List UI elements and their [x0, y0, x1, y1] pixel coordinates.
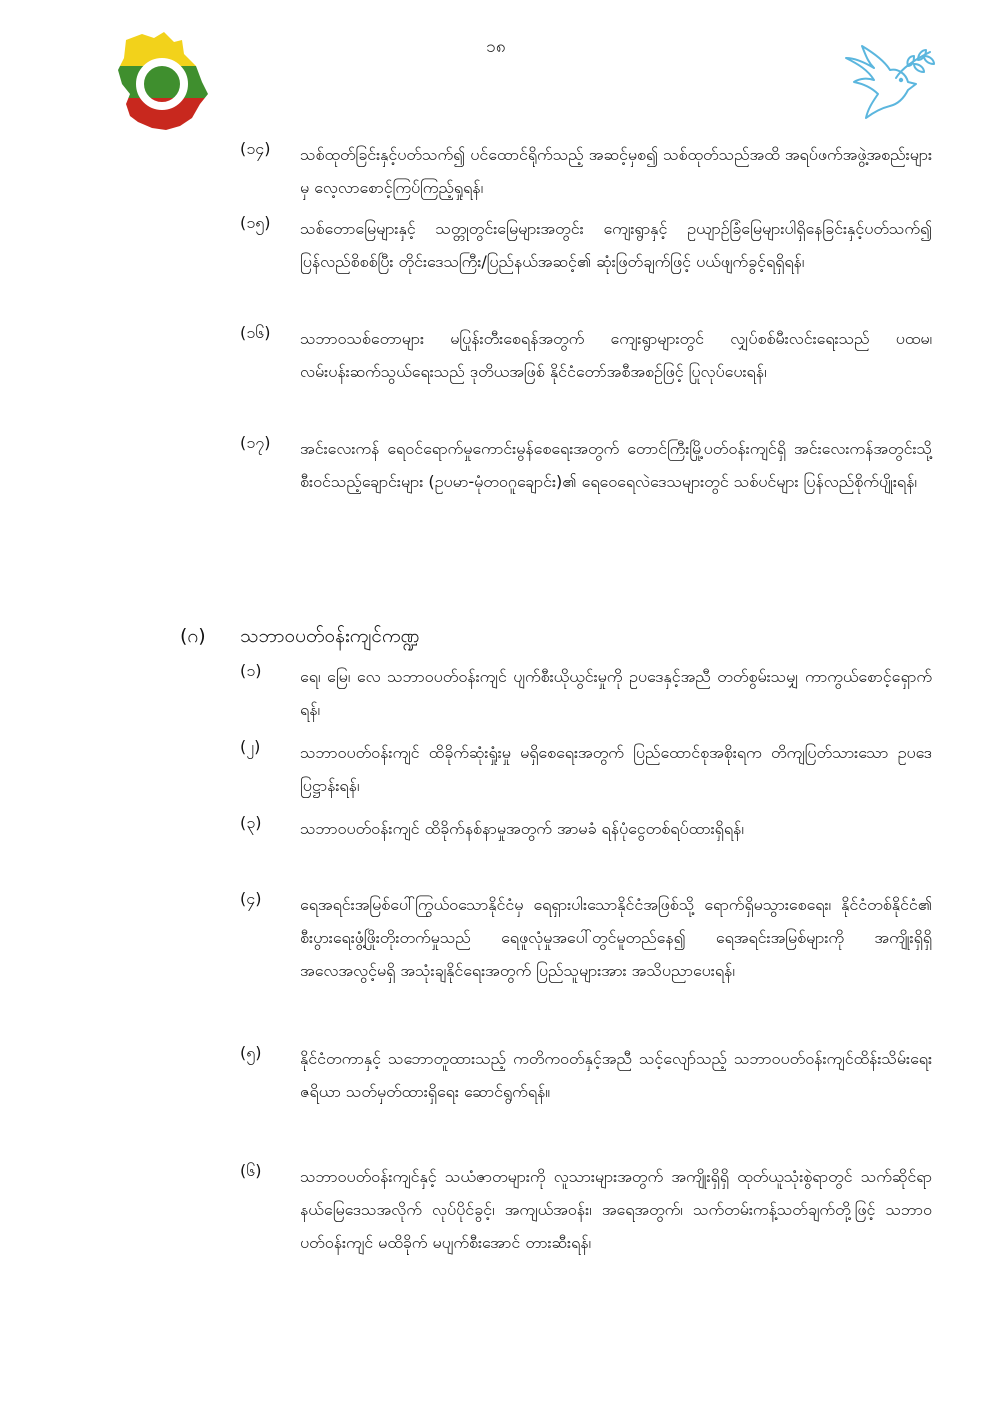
peace-dove-logo: [838, 38, 938, 126]
item-number: (၅): [240, 1043, 262, 1062]
item-text: သစ်ထုတ်ခြင်းနှင့်ပတ်သက်၍ ပင်ထောင်ရိုက်သည့် အဆင့်မှစ၍ သစ်ထုတ်သည်အထိ အရပ်ဖက်အဖွဲ့အစည်းများမှ လေ့လာစောင့်ကြပ်ကြည့်ရှုရန်၊: [300, 145, 932, 197]
item-text: ရေအရင်းအမြစ်ပေါ်ကြွယ်ဝသောနိုင်ငံမှ ရေရှားပါးသောနိုင်ငံအဖြစ်သို့ ရောက်ရှိမသွားစေရေး၊ နိုင်ငံတစ်နိုင်ငံ၏ စီးပွားရေးဖွံ့ဖြိုးတိုးတက်မှုသည် ရေဖူလုံမှုအပေါ်တွင်မူတည်နေ၍ ရေအရင်းအမြစ်များကို အကျိုးရှိရှိ အလေအလွင့်မရှိ အသုံးချနိုင်ရေးအတွက် ပြည်သူများအား အသိပညာပေးရန်၊: [300, 895, 932, 980]
item-number: (၆): [240, 1161, 262, 1180]
section-number: (ဂ): [180, 625, 206, 647]
item-text: သဘာဝသစ်တောများ မပြုန်းတီးစေရန်အတွက် ကျေးရွာများတွင် လျှပ်စစ်မီးလင်းရေးသည် ပထမ၊ လမ်းပန်းဆက်သွယ်ရေးသည် ဒုတိယအဖြစ် နိုင်ငံတော်အစီအစဉ်ဖြင့် ပြုလုပ်ပေးရန်၊: [300, 329, 932, 381]
item-number: (၃): [240, 813, 262, 832]
item-number: (၁၆): [240, 323, 271, 342]
page-number: ၁၈: [486, 37, 506, 57]
list-item: [240, 138, 932, 204]
list-item: [240, 432, 932, 572]
item-number: (၁၇): [240, 433, 271, 452]
item-number: (၁): [240, 661, 262, 680]
item-number: (၁၄): [240, 139, 271, 158]
item-text: ရေ၊ မြေ၊ လေ သဘာဝပတ်ဝန်းကျင် ပျက်စီးယိုယွင်းမှုကို ဥပဒေနှင့်အညီ တတ်စွမ်းသမျှ ကာကွယ်စောင့်ရှောက်ရန်၊: [300, 667, 932, 719]
list-item: [240, 888, 932, 1032]
list-item: [240, 812, 932, 878]
list-item: [240, 1042, 932, 1150]
section-items-list: [240, 660, 932, 1304]
item-number: (၄): [240, 889, 262, 908]
item-text: နိုင်ငံတကာနှင့် သဘောတူထားသည့် ကတိကဝတ်နှင့်အညီ သင့်လျော်သည့် သဘာဝပတ်ဝန်းကျင်ထိန်းသိမ်းရေးဇရိယာ သတ်မှတ်ထားရှိရေး ဆောင်ရွက်ရန်။: [300, 1049, 932, 1101]
list-item: [240, 322, 932, 432]
item-number: (၂): [240, 737, 261, 756]
section-title: သဘာဝပတ်ဝန်းကျင်ကဏ္ဍ: [240, 625, 420, 647]
item-text: သစ်တောမြေများနှင့် သတ္တုတွင်းမြေများအတွင်း ကျေးရွာနှင့် ဥယျာဥ်ခြံမြေများပါရှိနေခြင်းနှင့်ပတ်သက်၍ ပြန်လည်စိစစ်ပြီး တိုင်းဒေသကြီး/ပြည်နယ်အဆင့်၏ ဆုံးဖြတ်ချက်ဖြင့် ပယ်ဖျက်ခွင့်ရရှိရန်၊: [300, 219, 932, 271]
list-item: [240, 660, 932, 726]
list-item: [240, 212, 932, 322]
items-top-list: [240, 138, 932, 572]
list-item: [240, 1160, 932, 1304]
item-text: သဘာဝပတ်ဝန်းကျင် ထိခိုက်နစ်နာမှုအတွက် အာမခံ ရန်ပုံငွေတစ်ရပ်ထားရှိရန်၊: [300, 819, 744, 838]
list-item: [240, 736, 932, 802]
item-text: အင်းလေးကန် ရေဝင်ရောက်မှုကောင်းမွန်စေရေးအတွက် တောင်ကြီးမြို့ပတ်ဝန်းကျင်ရှိ အင်းလေးကန်အတွင်းသို့ စီးဝင်သည့်ချောင်းများ (ဥပမာ-မုံတဝဂူချောင်း)၏ ရေဝေရေလဲဒေသများတွင် သစ်ပင်များ ပြန်လည်စိုက်ပျိုးရန်၊: [300, 439, 932, 491]
item-number: (၁၅): [240, 213, 271, 232]
item-text: သဘာဝပတ်ဝန်းကျင် ထိခိုက်ဆုံးရှုံးမှု မရှိစေရေးအတွက် ပြည်ထောင်စုအစိုးရက တိကျပြတ်သားသော ဥပဒေပြဋ္ဌာန်းရန်၊: [300, 743, 932, 795]
item-text: သဘာဝပတ်ဝန်းကျင်နှင့် သယံဇာတများကို လူသားများအတွက် အကျိုးရှိရှိ ထုတ်ယူသုံးစွဲရာတွင် သက်ဆိုင်ရာနယ်မြေဒေသအလိုက် လုပ်ပိုင်ခွင့်၊ အကျယ်အဝန်း၊ အရေအတွက်၊ သက်တမ်းကန့်သတ်ချက်တို့ဖြင့် သဘာဝ ပတ်ဝန်းကျင် မထိခိုက် မပျက်စီးအောင် တားဆီးရန်၊: [300, 1167, 932, 1252]
